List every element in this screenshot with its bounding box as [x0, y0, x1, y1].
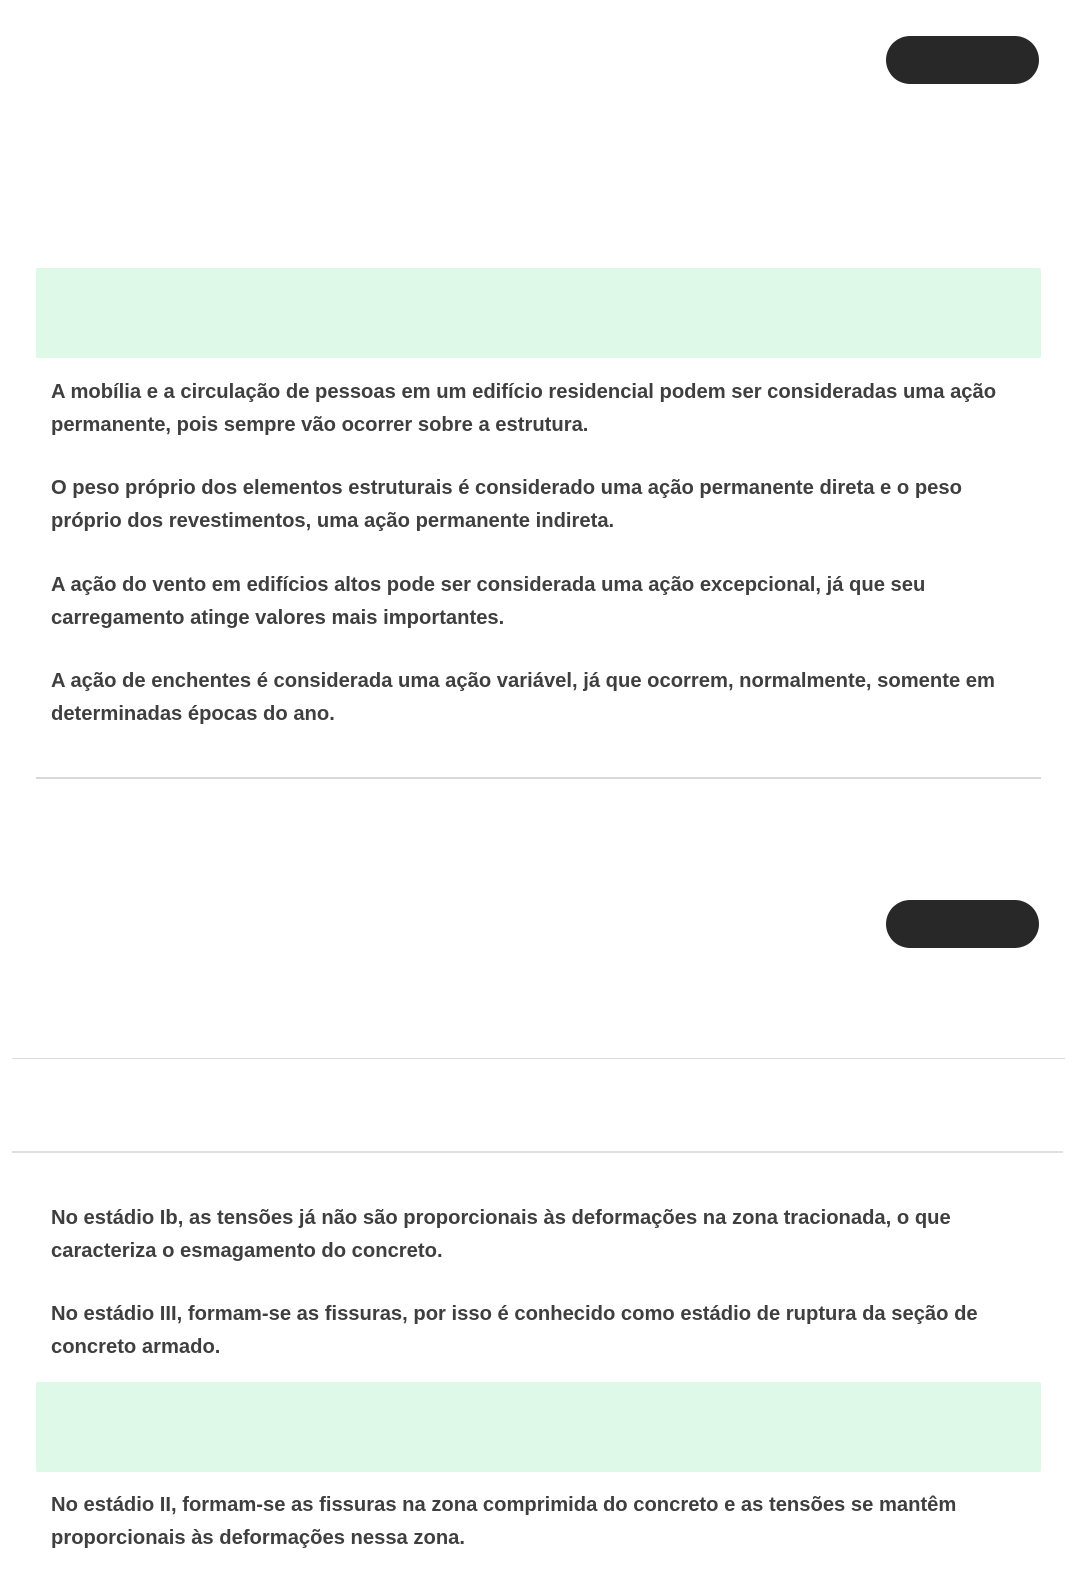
- question-1-option-4[interactable]: A ação de enchentes é considerada uma ação variável, já que ocorrem, normalmente, somente em determinadas épocas do ano.: [51, 670, 995, 725]
- question-2-selected-option-highlight[interactable]: [36, 1382, 1041, 1472]
- question-1-option-3[interactable]: A ação do vento em edifícios altos pode ser considerada uma ação excepcional, já que seu carregamento atinge valores mais importantes.: [51, 574, 926, 629]
- question-1-selected-option-highlight[interactable]: [36, 268, 1041, 358]
- section-divider-bottom: [12, 1151, 1063, 1153]
- section-divider-top: [12, 1058, 1065, 1059]
- question-2-option-3[interactable]: No estádio II, formam-se as fissuras na zona comprimida do concreto e as tensões se mantêm proporcionais às deformações nessa zona.: [51, 1494, 957, 1549]
- question-1-option-1[interactable]: A mobília e a circulação de pessoas em um edifício residencial podem ser consideradas uma ação permanente, pois sempre vão ocorrer sobre a estrutura.: [51, 381, 997, 436]
- question-1-action-button[interactable]: [886, 36, 1039, 84]
- question-2-option-1[interactable]: No estádio Ib, as tensões já não são proporcionais às deformações na zona tracionada, o que caracteriza o esmagamento do concreto.: [51, 1207, 951, 1262]
- question-2-option-2[interactable]: No estádio III, formam-se as fissuras, por isso é conhecido como estádio de ruptura da seção de concreto armado.: [51, 1303, 978, 1358]
- question-divider: [36, 777, 1041, 779]
- question-2-action-button[interactable]: [886, 900, 1039, 948]
- question-1-option-2[interactable]: O peso próprio dos elementos estruturais é considerado uma ação permanente direta e o peso próprio dos revestimentos, uma ação permanente indireta.: [51, 477, 962, 532]
